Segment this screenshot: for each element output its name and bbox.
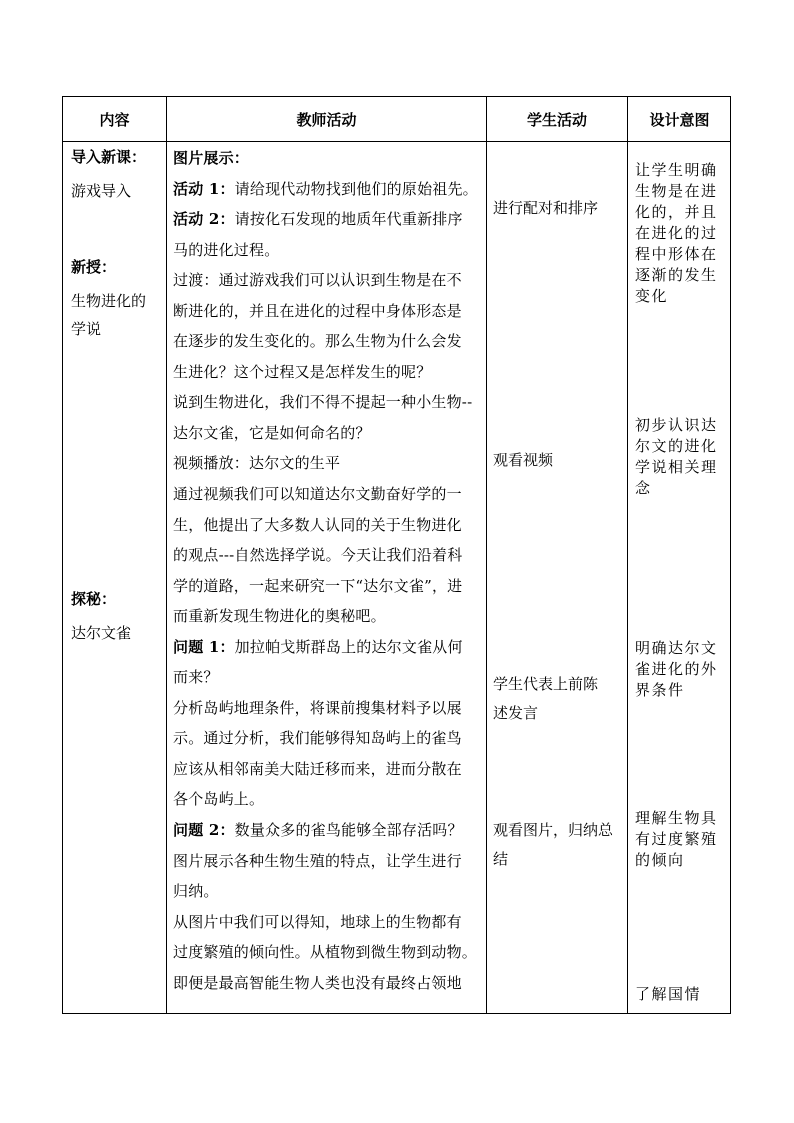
teacher-line: 图片展示： [173, 149, 250, 167]
design-intent-2 [635, 415, 727, 499]
section-text-new-cont: 学说 [71, 320, 102, 338]
student-activity-3 [493, 670, 623, 728]
teacher-line: 达尔文雀，它是如何命名的？ [173, 423, 371, 442]
student-activity-text: 观看图片，归纳总 [493, 821, 614, 839]
column-divider [627, 97, 628, 1013]
teacher-line: 而重新发现生物进化的奥秘吧。 [173, 607, 386, 626]
student-activity-2 [493, 446, 623, 475]
activity-2-label: 活动 2： [173, 210, 235, 229]
section-title-intro: 导入新课： [71, 148, 147, 166]
header-design-intent: 设计意图 [649, 110, 710, 129]
teacher-line: 生进化？这个过程又是怎样发生的呢？ [173, 362, 432, 381]
content-column [71, 143, 166, 647]
teacher-line: 断进化的，并且在进化的过程中身体形态是 [173, 301, 462, 320]
design-intent-text: 明确达尔文雀进化的外界条件 [635, 639, 718, 699]
column-divider [486, 97, 487, 1013]
teacher-line [173, 174, 481, 205]
column-divider [166, 97, 167, 1013]
teacher-line: 说到生物进化，我们不得不提起一种小生物-- [173, 393, 473, 412]
activity-2-text: 请按化石发现的地质年代重新排序 [234, 210, 463, 229]
activity-1-text: 请给现代动物找到他们的原始祖先。 [234, 179, 478, 198]
section-text-new: 生物进化的 [71, 292, 147, 310]
student-activity-4 [493, 816, 623, 874]
section-text-explore: 达尔文雀 [71, 624, 132, 642]
student-activity-text: 述发言 [493, 704, 539, 722]
teacher-line: 从图片中我们可以得知，地球上的生物都有 [173, 912, 462, 931]
student-activity-text: 学生代表上前陈 [493, 675, 599, 693]
question-1-label: 问题 1： [173, 637, 235, 656]
teacher-line: 马的进化过程。 [173, 240, 280, 259]
teacher-activity-column [173, 143, 481, 998]
student-activity-text: 进行配对和排序 [493, 199, 599, 217]
teacher-line: 而来？ [173, 668, 219, 687]
header-divider [63, 141, 730, 142]
section-text-intro: 游戏导入 [71, 182, 132, 200]
teacher-line: 即便是最高智能生物人类也没有最终占领地 [173, 973, 462, 992]
teacher-line: 生，他提出了大多数人认同的关于生物进化 [173, 515, 462, 534]
header-student-activity: 学生活动 [526, 110, 587, 129]
teacher-line: 学的道路，一起来研究一下“达尔文雀”，进 [173, 576, 463, 595]
teacher-line: 过渡：通过游戏我们可以认识到生物是在不 [173, 271, 462, 290]
question-2-label: 问题 2： [173, 821, 235, 840]
design-intent-text: 初步认识达尔文的进化学说相关理念 [635, 416, 718, 497]
design-intent-5 [635, 984, 727, 1005]
design-intent-text: 理解生物具有过度繁殖的倾向 [635, 809, 718, 869]
teacher-line [173, 632, 481, 663]
section-title-new: 新授： [71, 258, 117, 276]
teacher-line [173, 815, 481, 846]
question-1-text: 加拉帕戈斯群岛上的达尔文雀从何 [234, 637, 463, 656]
teacher-line: 过度繁殖的倾向性。从植物到微生物到动物。 [173, 943, 478, 962]
teacher-line: 各个岛屿上。 [173, 790, 265, 809]
teacher-line: 通过视频我们可以知道达尔文勤奋好学的一 [173, 485, 462, 504]
teacher-line: 归纳。 [173, 882, 219, 901]
teacher-line: 图片展示各种生物生殖的特点，让学生进行 [173, 851, 462, 870]
header-content: 内容 [99, 110, 130, 129]
student-activity-text: 观看视频 [493, 451, 554, 469]
activity-1-label: 活动 1： [173, 179, 235, 198]
design-intent-text: 了解国情 [635, 985, 702, 1003]
header-teacher-activity: 教师活动 [296, 110, 357, 129]
teacher-line: 应该从相邻南美大陆迁移而来，进而分散在 [173, 759, 462, 778]
student-activity-text: 结 [493, 850, 509, 868]
lesson-plan-table [62, 96, 731, 1014]
student-activity-1 [493, 194, 623, 223]
design-intent-text: 让学生明确生物是在进化的，并且在进化的过程中形体在逐渐的发生变化 [635, 161, 718, 305]
teacher-line: 的观点---自然选择学说。今天让我们沿着科 [173, 546, 463, 565]
design-intent-4 [635, 808, 727, 871]
teacher-line [173, 204, 481, 235]
design-intent-1 [635, 160, 727, 307]
teacher-line: 在逐步的发生变化的。那么生物为什么会发 [173, 332, 462, 351]
teacher-line: 视频播放：达尔文的生平 [173, 454, 341, 473]
design-intent-3 [635, 638, 727, 701]
teacher-line: 示。通过分析，我们能够得知岛屿上的雀鸟 [173, 729, 462, 748]
section-title-explore: 探秘： [71, 590, 117, 608]
question-2-text: 数量众多的雀鸟能够全部存活吗？ [234, 821, 463, 840]
teacher-line: 分析岛屿地理条件，将课前搜集材料予以展 [173, 698, 462, 717]
